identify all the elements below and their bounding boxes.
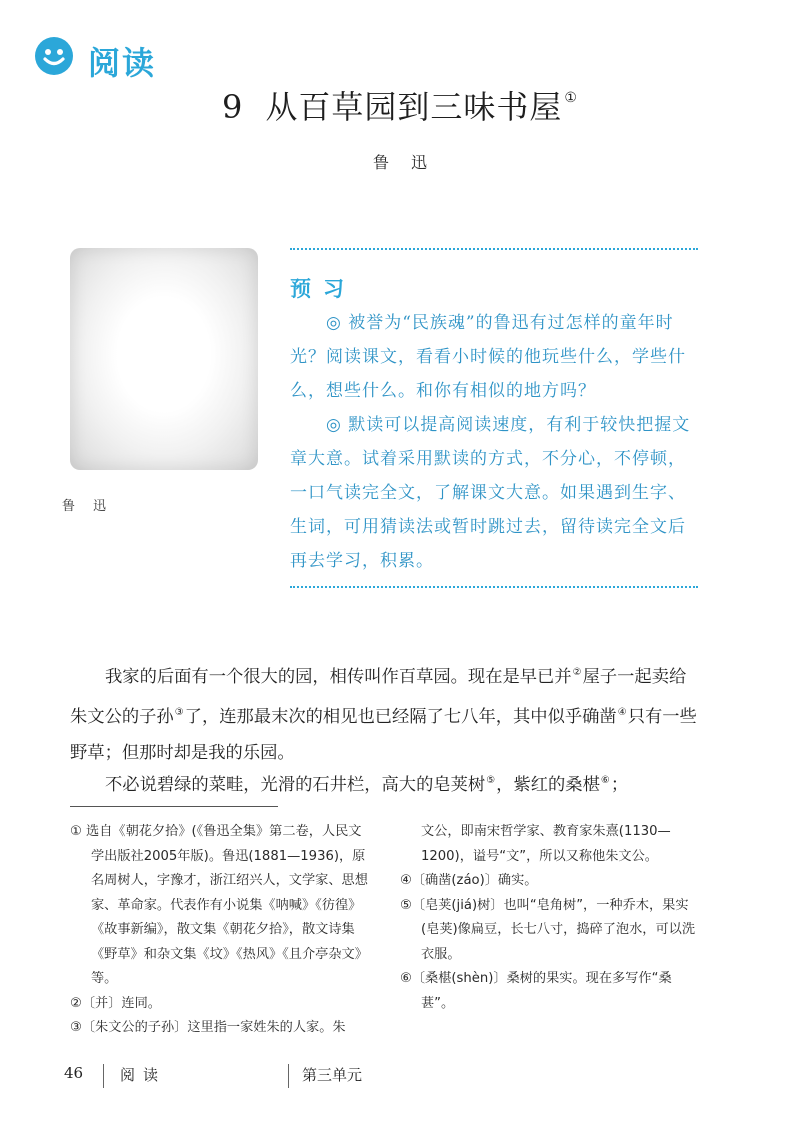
lesson-number: 9	[222, 88, 244, 126]
lesson-title-text: 从百草园到三味书屋	[265, 88, 563, 126]
footnote-6: ⑥〔桑椹(shèn)〕桑树的果实。现在多写作“桑葚”。	[400, 971, 672, 1011]
footnotes-left-column	[70, 820, 370, 1041]
footnote-divider	[70, 806, 278, 807]
title-footnote-mark: ①	[564, 90, 578, 106]
body-paragraph-1	[70, 655, 700, 771]
footnote-ref: ⑥	[600, 775, 610, 786]
page-number: 46	[64, 1064, 84, 1082]
footnote-ref: ②	[572, 667, 582, 678]
text-run: ，紫红的桑椹	[496, 775, 600, 795]
footnote-3-continued: 文公，即南宋哲学家、教育家朱熹(1130—1200)，谥号“文”，所以又称他朱文公。	[421, 824, 671, 864]
preview-heading: 预习	[290, 276, 356, 301]
footnote-3: ③〔朱文公的子孙〕这里指一家姓朱的人家。朱	[70, 1020, 346, 1035]
footnote-2: ②〔并〕连同。	[70, 995, 161, 1011]
text-run: ；	[610, 775, 629, 795]
footer-section-label: 阅读	[120, 1066, 167, 1084]
lesson-title	[0, 82, 800, 128]
footnote-ref: ③	[174, 707, 184, 718]
footer-unit-label: 第三单元	[302, 1066, 363, 1084]
footnote-ref: ④	[617, 707, 627, 718]
footnote-1: ① 选自《朝花夕拾》(《鲁迅全集》第二卷，人民文学出版社2005年版)。鲁迅(1881—1936)，原名周树人，字豫才，浙江绍兴人，文学家、思想家、革命家。代表作有小说集《呐喊》《彷徨》《故事新编》，散文集《朝花夕拾》，散文诗集《野草》和杂文集《坟》《热风》《且介亭杂文》等。	[70, 824, 368, 986]
footnote-4: ④〔确凿(záo)〕确实。	[400, 873, 538, 888]
text-run: 屋子一起卖给朱文公的子孙	[70, 667, 687, 727]
footnote-5: ⑤〔皂荚(jiá)树〕也叫“皂角树”，一种乔木，果实(皂荚)像扁豆，长七八寸，捣碎了泡水，可以洗衣服。	[400, 897, 696, 962]
footer-separator	[288, 1064, 289, 1088]
text-run: 我家的后面有一个很大的园，相传叫作百草园。现在是早已并	[105, 667, 572, 687]
footnotes-right-column	[400, 820, 700, 1016]
preview-bottom-border	[290, 586, 698, 588]
text-run: 只有一些野草；但那时却是我的乐园。	[70, 707, 697, 763]
text-run: 不必说碧绿的菜畦，光滑的石井栏，高大的皂荚树	[105, 775, 486, 795]
preview-paragraph-1: ◎ 被誉为“民族魂”的鲁迅有过怎样的童年时光？阅读课文，看看小时候的他玩些什么，学些什么，想些什么。和你有相似的地方吗？	[290, 313, 686, 401]
body-paragraph-2	[70, 763, 700, 803]
author-portrait	[70, 248, 258, 470]
preview-paragraph-2: ◎ 默读可以提高阅读速度，有利于较快把握文章大意。试着采用默读的方式，不分心，不停顿，一口气读完全文，了解课文大意。如果遇到生字、生词，可用猜读法或暂时跳过去，留待读完全文后再去学习，积累。	[290, 415, 691, 571]
footer-separator	[103, 1064, 104, 1088]
author-name: 鲁迅	[372, 153, 449, 172]
text-run: 了，连那最末次的相见也已经隔了七八年，其中似乎确凿	[184, 707, 617, 727]
section-label: 阅读	[88, 44, 157, 82]
footnote-ref: ⑤	[486, 775, 496, 786]
preview-top-border	[290, 248, 698, 250]
smiley-face-icon	[35, 37, 73, 75]
portrait-caption: 鲁迅	[62, 499, 125, 514]
